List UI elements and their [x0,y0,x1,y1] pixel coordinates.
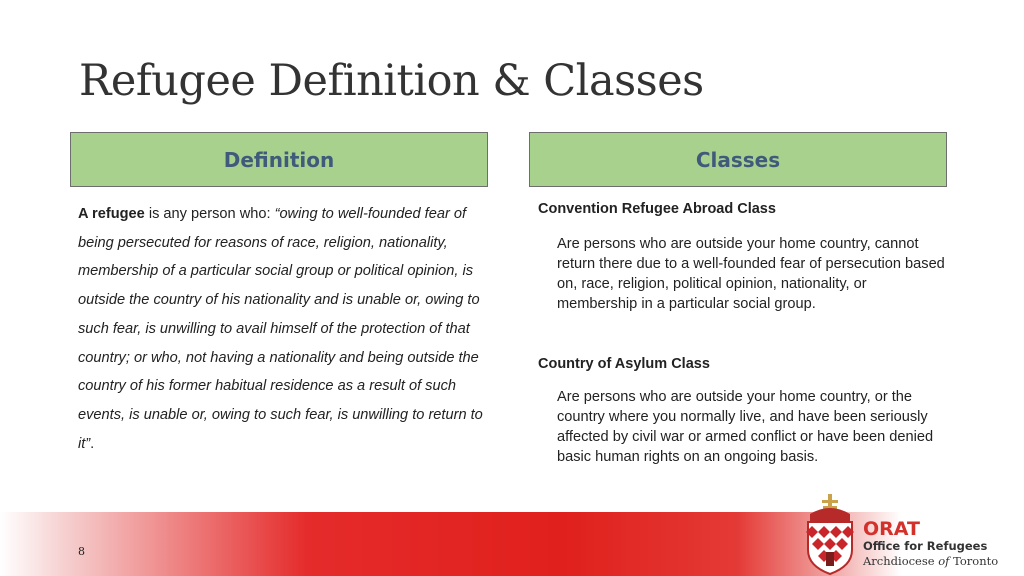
logo-text [863,519,998,568]
definition-intro: is any person who: [144,206,275,222]
page-number: 8 [78,545,85,558]
logo-arch-pre: Archdiocese [863,554,939,568]
definition-end: . [90,435,95,452]
logo-archdiocese [863,554,998,568]
orat-logo [800,492,1024,576]
refugee-definition-text [78,200,486,458]
archdiocese-crest-icon [800,492,860,576]
definition-term: A refugee [78,206,145,222]
logo-arch-of: of [938,554,950,568]
classes-header [529,132,947,187]
class-title-convention: Convention Refugee Abroad Class [538,201,776,217]
logo-arch-post: Toronto [949,554,999,568]
class-body-asylum: Are persons who are outside your home country, or the country where you normally live, and have been seriously affected by civil war or armed conflict or have been denied basic human rights on an ongoing basis. [557,389,934,465]
definition-header-label: Definition [223,147,335,172]
logo-acronym: ORAT [863,518,920,540]
definition-header [70,132,488,187]
class-title-asylum: Country of Asylum Class [538,356,710,372]
definition-quote: “owing to well-founded fear of being persecuted for reasons of race, religion, nationality, membership of a particular social group or political opinion, is outside the country of his nationality and is unable or, owing to such fear, is unwilling to avail himself of the protection of that country; or who, not having a nationality and being outside the country of his former habitual residence as a result of such events, is unable or, owing to such fear, is unwilling to return to it” [78,206,483,452]
classes-header-label: Classes [695,147,781,172]
slide-title: Refugee Definition & Classes [79,56,704,106]
logo-office-name: Office for Refugees [863,539,988,553]
class-body-convention: Are persons who are outside your home country, cannot return there due to a well-founded fear of persecution based on, race, religion, political opinion, nationality, or membership in a particular social group. [557,236,945,312]
